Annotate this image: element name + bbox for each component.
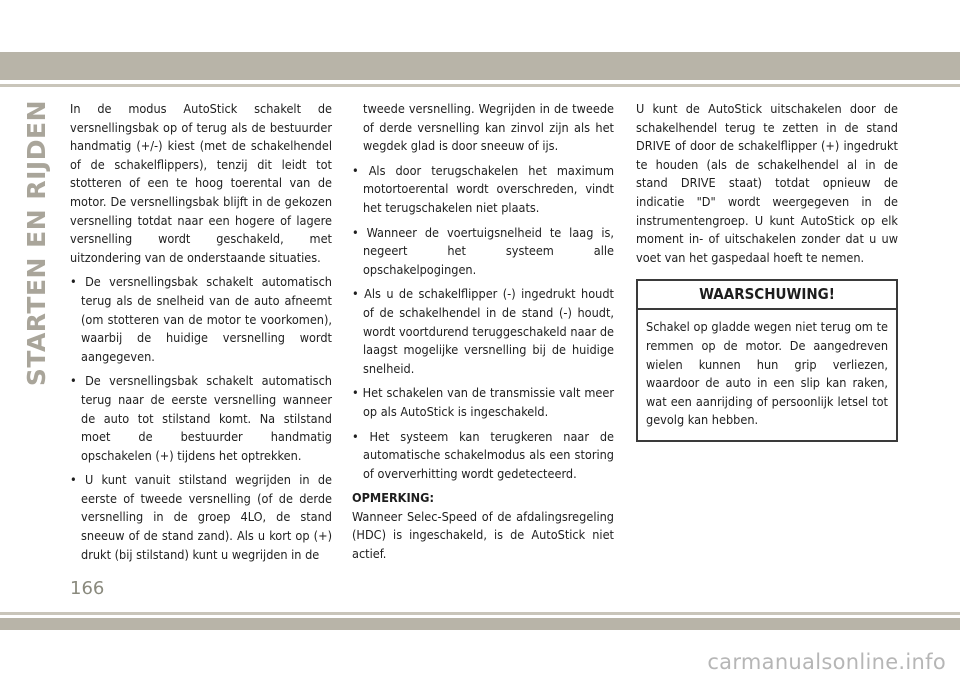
disable-autostick-paragraph: U kunt de AutoStick uitschakelen door de schakelhendel terug te zetten in de stand DRIVE of door de schakelflipper (+) ingedrukt te houden (als de schakelhendel al in de stand DRIVE staat) totdat opnieuw de indicatie "D" wordt weergegeven in de instrumentengroep. U kunt AutoStick op elk moment in- of uitschakelen zonder dat u uw voet van het gaspedaal hoeft te nemen. (636, 101, 898, 265)
column-1 (70, 100, 332, 570)
warning-text: Schakel op gladde wegen niet terug om te remmen op de motor. De aangedreven wielen kunnen hun grip verliezen, waardoor de auto in een slip kan raken, wat een aanrijding of persoonlijk letsel tot gevolg kan hebben. (646, 319, 888, 428)
chapter-title-text: STARTEN EN RIJDEN (21, 100, 51, 387)
chapter-side-title (16, 100, 56, 387)
page-number: 166 (70, 578, 105, 599)
header-rule (0, 84, 960, 87)
column-3 (636, 100, 898, 442)
note-heading: OPMERKING: (352, 490, 434, 506)
header-band (0, 52, 960, 80)
top-margin (0, 0, 960, 52)
bullet-item: • Het systeem kan terugkeren naar de automatische schakelmodus als een storing of oververhitting wordt gedetecteerd. (352, 428, 614, 484)
intro-paragraph: In de modus AutoStick schakelt de versnellingsbak op of terug als de bestuurder handmatig (+/-) kiest (met de schakelhendel of de schakelflippers), tenzij dit leidt tot stotteren of een te hoog toerental van de motor. De versnellingsbak blijft in de gekozen versnelling totdat naar een hogere of lagere versnelling wordt geschakeld, met uitzondering van de onderstaande situaties. (70, 101, 332, 265)
warning-box (636, 279, 898, 442)
watermark-text: carmanualsonline.info (707, 650, 946, 674)
column-2 (352, 100, 614, 570)
note-text: Wanneer Selec-Speed of de afdalingsregeling (HDC) is ingeschakeld, is de AutoStick niet actief. (352, 508, 614, 562)
bullet-item: • De versnellingsbak schakelt automatisch terug naar de eerste versnelling wanneer de auto tot stilstand komt. Na stilstand moet de bestuurder handmatig opschakelen (+) tijdens het optrekken. (70, 372, 332, 465)
bullet-item: • Het schakelen van de transmissie valt meer op als AutoStick is ingeschakeld. (352, 384, 614, 421)
continuation-paragraph: tweede versnelling. Wegrijden in de tweede of derde versnelling kan zinvol zijn als het wegdek glad is door sneeuw of ijs. (363, 101, 614, 154)
bullet-item: • Als door terugschakelen het maximum motortoerental wordt overschreden, vindt het terugschakelen niet plaats. (352, 162, 614, 218)
footer-rule (0, 612, 960, 615)
bullet-item: • De versnellingsbak schakelt automatisch terug als de snelheid van de auto afneemt (om stotteren van de motor te voorkomen), waarbij de huidige versnelling wordt aangegeven. (70, 273, 332, 366)
footer-band (0, 618, 960, 630)
bullet-item: • Wanneer de voertuigsnelheid te laag is, negeert het systeem alle opschakelpogingen. (352, 224, 614, 280)
bullet-item: • U kunt vanuit stilstand wegrijden in de eerste of tweede versnelling (of de derde versnelling in de groep 4LO, de stand sneeuw of de stand zand). Als u kort op (+) drukt (bij stilstand) kunt u wegrijden in de (70, 471, 332, 564)
bullet-item: • Als u de schakelflipper (-) ingedrukt houdt of de schakelhendel in de stand (-) houdt, wordt voortdurend teruggeschakeld naar de laagst mogelijke versnelling bij de huidige snelheid. (352, 285, 614, 378)
warning-title: WAARSCHUWING! (638, 281, 896, 310)
